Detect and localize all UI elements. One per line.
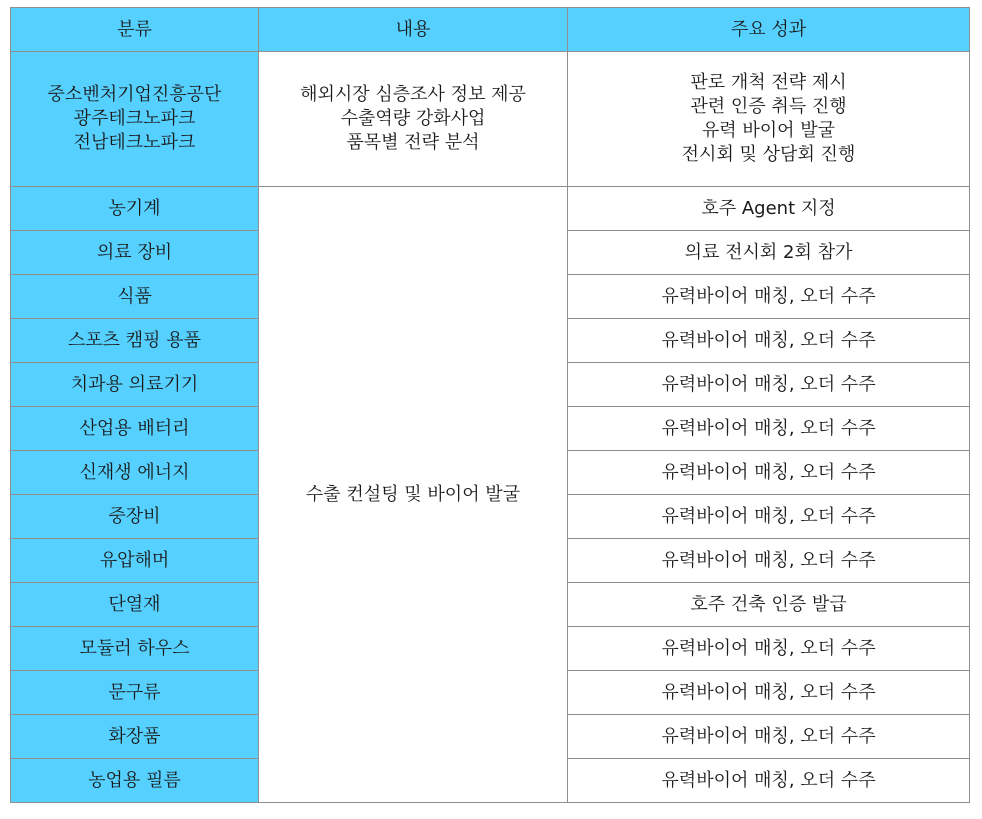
result-cell: 유력바이어 매칭, 오더 수주 (568, 319, 970, 363)
table-row-agencies (11, 52, 970, 187)
category-cell: 스포츠 캠핑 용품 (11, 319, 259, 363)
export-support-table-container (10, 7, 970, 803)
result-cell: 유력바이어 매칭, 오더 수주 (568, 407, 970, 451)
category-cell: 농업용 필름 (11, 759, 259, 803)
category-cell: 모듈러 하우스 (11, 627, 259, 671)
result-cell: 호주 건축 인증 발급 (568, 583, 970, 627)
header-content: 내용 (259, 8, 568, 52)
category-cell: 식품 (11, 275, 259, 319)
category-cell: 문구류 (11, 671, 259, 715)
result-line: 판로 개척 전략 제시 (690, 72, 847, 93)
table-row (11, 187, 970, 231)
category-cell: 농기계 (11, 187, 259, 231)
category-cell: 중장비 (11, 495, 259, 539)
agencies-results-cell (568, 52, 970, 187)
agency-name: 중소벤처기업진흥공단 (47, 84, 222, 105)
result-cell: 유력바이어 매칭, 오더 수주 (568, 671, 970, 715)
category-cell: 화장품 (11, 715, 259, 759)
agencies-cell (11, 52, 259, 187)
content-line: 수출역량 강화사업 (340, 108, 486, 129)
result-cell: 유력바이어 매칭, 오더 수주 (568, 363, 970, 407)
result-cell: 유력바이어 매칭, 오더 수주 (568, 451, 970, 495)
header-category: 분류 (11, 8, 259, 52)
content-line: 품목별 전략 분석 (346, 132, 480, 153)
result-cell: 유력바이어 매칭, 오더 수주 (568, 715, 970, 759)
result-line: 전시회 및 상담회 진행 (681, 144, 856, 165)
result-cell: 유력바이어 매칭, 오더 수주 (568, 759, 970, 803)
category-cell: 신재생 에너지 (11, 451, 259, 495)
result-line: 관련 인증 취득 진행 (690, 96, 847, 117)
content-line: 해외시장 심층조사 정보 제공 (300, 84, 526, 105)
result-cell: 유력바이어 매칭, 오더 수주 (568, 495, 970, 539)
table-header-row (11, 8, 970, 52)
result-cell: 의료 전시회 2회 참가 (568, 231, 970, 275)
agency-name: 전남테크노파크 (73, 132, 196, 153)
header-results: 주요 성과 (568, 8, 970, 52)
result-cell: 유력바이어 매칭, 오더 수주 (568, 627, 970, 671)
result-line: 유력 바이어 발굴 (701, 120, 836, 141)
export-support-table (10, 7, 970, 803)
agencies-content-cell (259, 52, 568, 187)
category-cell: 단열재 (11, 583, 259, 627)
shared-content-cell: 수출 컨설팅 및 바이어 발굴 (259, 187, 568, 803)
result-cell: 유력바이어 매칭, 오더 수주 (568, 539, 970, 583)
category-cell: 유압해머 (11, 539, 259, 583)
result-cell: 유력바이어 매칭, 오더 수주 (568, 275, 970, 319)
category-cell: 의료 장비 (11, 231, 259, 275)
category-cell: 산업용 배터리 (11, 407, 259, 451)
agency-name: 광주테크노파크 (73, 108, 196, 129)
result-cell: 호주 Agent 지정 (568, 187, 970, 231)
category-cell: 치과용 의료기기 (11, 363, 259, 407)
